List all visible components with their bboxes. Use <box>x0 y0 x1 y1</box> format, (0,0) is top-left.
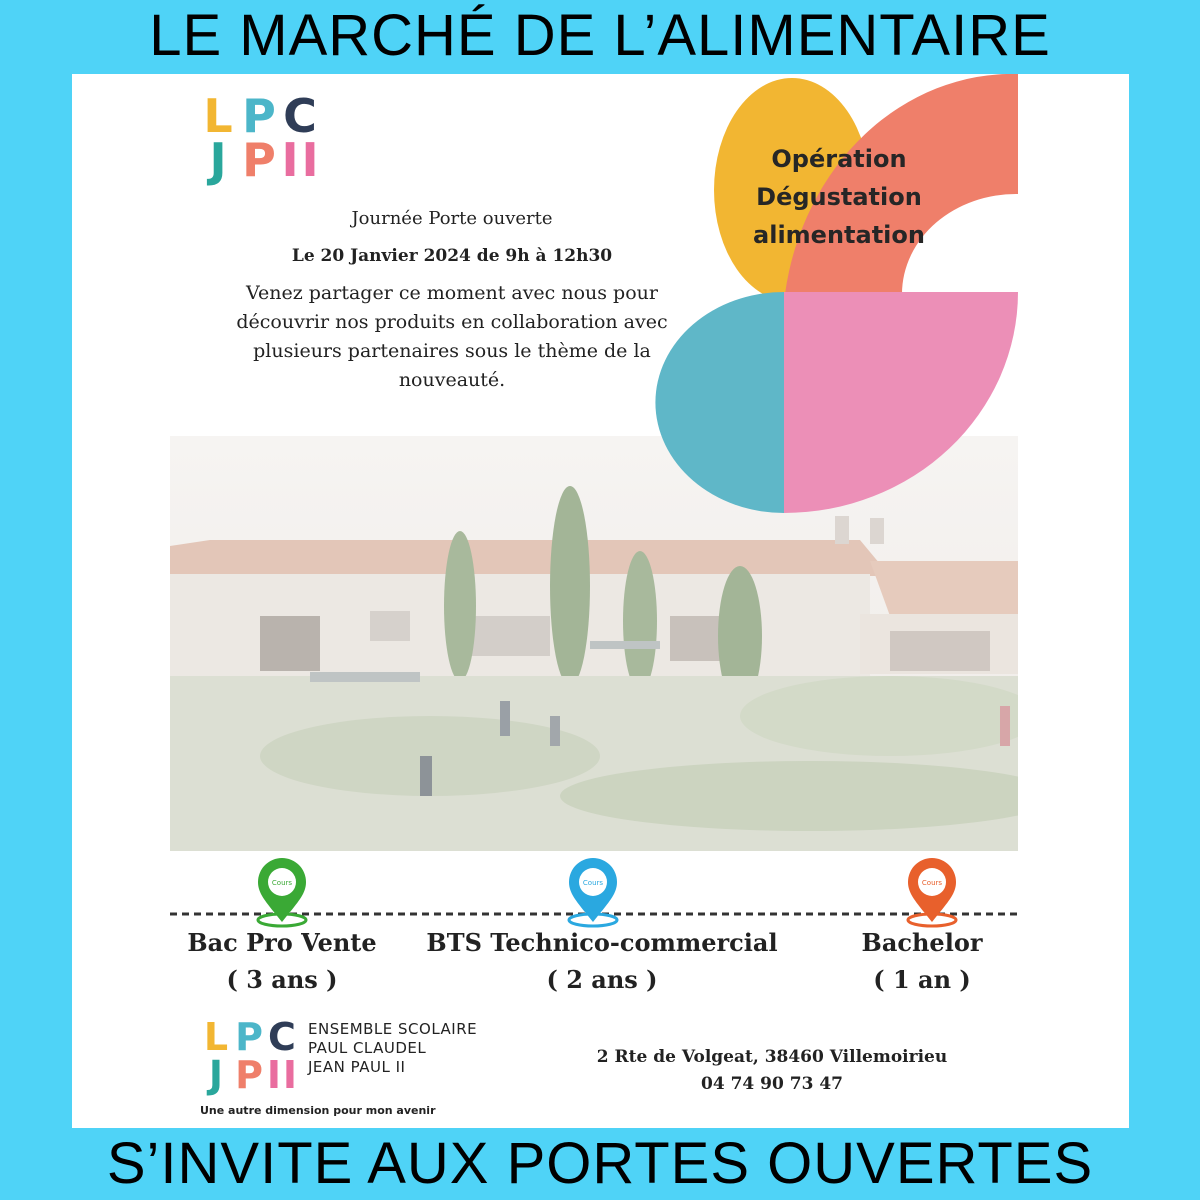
program-bts <box>402 924 802 998</box>
program-name: BTS Technico-commercial <box>426 928 778 957</box>
operation-label <box>704 140 974 254</box>
logo-letter-l: L <box>203 89 233 143</box>
contact-block <box>532 1044 1012 1098</box>
event-title: Journée Porte ouverte <box>351 208 553 229</box>
svg-text:Cours: Cours <box>582 879 604 887</box>
operation-line-2: Dégustation <box>756 183 922 211</box>
school-name-line-3: JEAN PAUL II <box>308 1058 406 1076</box>
event-description-line-4: nouveauté. <box>398 369 506 391</box>
event-description-line-1: Venez partager ce moment avec nous pour <box>246 282 658 304</box>
logo-letter-p: P <box>235 1015 263 1059</box>
program-name: Bac Pro Vente <box>187 928 377 957</box>
logo-letter-i1: I <box>281 133 299 187</box>
school-logo-bottom <box>200 1015 298 1097</box>
logo-letter-i2: I <box>282 1053 298 1097</box>
event-date: Le 20 Janvier 2024 de 9h à 12h30 <box>291 246 613 266</box>
logo-letter-i2: I <box>301 133 319 187</box>
svg-text:Cours: Cours <box>271 879 293 887</box>
program-bac-pro <box>162 924 402 998</box>
program-duration: ( 2 ans ) <box>546 965 658 994</box>
event-description-line-3: plusieurs partenaires sous le thème de la <box>253 340 651 362</box>
logo-letter-p2: P <box>235 1053 263 1097</box>
operation-line-3: alimentation <box>753 221 925 249</box>
logo-letter-p: P <box>242 89 276 143</box>
logo-letter-l: L <box>203 1015 229 1059</box>
logo-letter-p2: P <box>242 133 276 187</box>
logo-letter-c: C <box>283 89 317 143</box>
program-duration: ( 1 an ) <box>873 965 971 994</box>
location-pin-green-icon <box>258 858 306 926</box>
event-description-line-2: découvrir nos produits en collaboration avec <box>236 311 668 333</box>
school-name-line-2: PAUL CLAUDEL <box>308 1039 427 1057</box>
bottom-banner-title: S’INVITE AUX PORTES OUVERTES <box>106 1131 1094 1196</box>
location-pin-orange-icon <box>908 858 956 926</box>
program-name: Bachelor <box>861 928 983 957</box>
flyer-card <box>72 74 1129 1128</box>
contact-phone: 04 74 90 73 47 <box>701 1074 843 1094</box>
logo-letter-i1: I <box>266 1053 282 1097</box>
school-name <box>308 1020 477 1077</box>
logo-letter-j: J <box>208 1053 224 1097</box>
svg-text:Cours: Cours <box>921 879 943 887</box>
top-banner-title: LE MARCHÉ DE L’ALIMENTAIRE <box>149 3 1051 68</box>
contact-address: 2 Rte de Volgeat, 38460 Villemoirieu <box>596 1047 948 1067</box>
school-tagline: Une autre dimension pour mon avenir <box>200 1104 436 1117</box>
school-name-line-1: ENSEMBLE SCOLAIRE <box>308 1020 478 1038</box>
program-bachelor <box>832 924 1012 998</box>
program-duration: ( 3 ans ) <box>226 965 338 994</box>
logo-letter-c: C <box>268 1015 296 1059</box>
school-logo-top <box>198 89 320 187</box>
operation-line-1: Opération <box>771 145 907 173</box>
logo-letter-j: J <box>209 133 227 187</box>
location-pin-blue-icon <box>569 858 617 926</box>
